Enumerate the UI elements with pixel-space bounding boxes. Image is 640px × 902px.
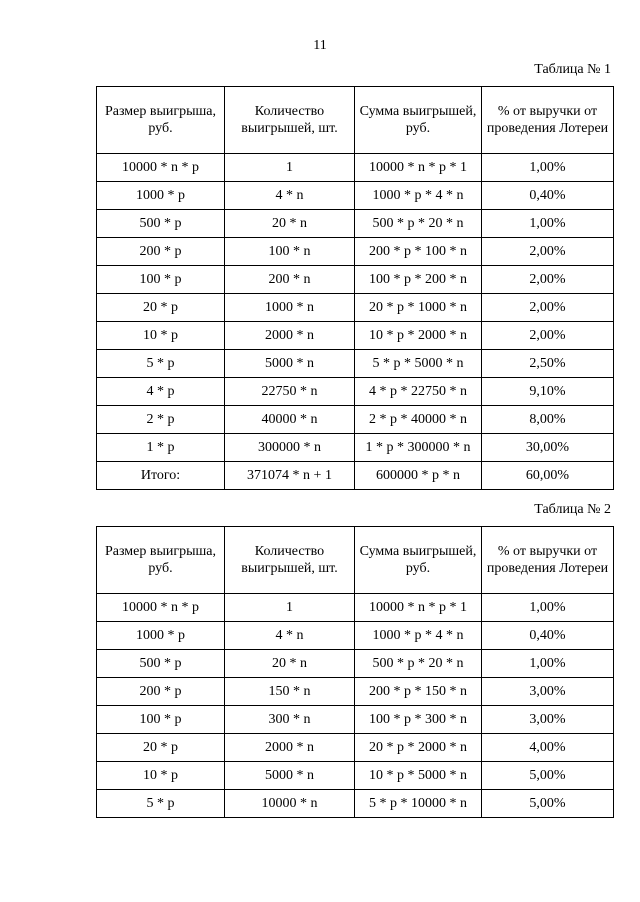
cell-revenue-percent: 5,00% bbox=[482, 790, 614, 818]
cell-prize-count: 40000 * n bbox=[225, 406, 355, 434]
cell-prize-count: 4 * n bbox=[225, 622, 355, 650]
cell-prize-size: 4 * p bbox=[97, 378, 225, 406]
cell-prize-sum: 2 * p * 40000 * n bbox=[355, 406, 482, 434]
cell-revenue-percent: 3,00% bbox=[482, 706, 614, 734]
cell-prize-size: 200 * p bbox=[97, 238, 225, 266]
cell-revenue-percent: 1,00% bbox=[482, 650, 614, 678]
cell-revenue-percent: 9,10% bbox=[482, 378, 614, 406]
table-1-body bbox=[97, 154, 614, 490]
cell-prize-count: 300 * n bbox=[225, 706, 355, 734]
cell-prize-count: 5000 * n bbox=[225, 350, 355, 378]
header-prize-size: Размер выигрыша, руб. bbox=[97, 527, 225, 594]
header-prize-sum: Сумма выигрышей, руб. bbox=[355, 87, 482, 154]
cell-revenue-percent: 2,00% bbox=[482, 322, 614, 350]
cell-prize-size: 10 * p bbox=[97, 322, 225, 350]
cell-prize-size: 1000 * p bbox=[97, 622, 225, 650]
cell-prize-count: 100 * n bbox=[225, 238, 355, 266]
cell-prize-size: 2 * p bbox=[97, 406, 225, 434]
cell-prize-count: 2000 * n bbox=[225, 734, 355, 762]
prize-table-1 bbox=[96, 86, 614, 490]
cell-prize-size: 5 * p bbox=[97, 790, 225, 818]
table-row bbox=[97, 266, 614, 294]
cell-prize-sum: 10 * p * 2000 * n bbox=[355, 322, 482, 350]
cell-revenue-percent: 30,00% bbox=[482, 434, 614, 462]
table-row bbox=[97, 378, 614, 406]
cell-prize-sum: 1000 * p * 4 * n bbox=[355, 622, 482, 650]
header-prize-count: Количество выигрышей, шт. bbox=[225, 87, 355, 154]
cell-prize-sum: 5 * p * 10000 * n bbox=[355, 790, 482, 818]
cell-prize-size: 20 * p bbox=[97, 294, 225, 322]
cell-prize-sum: 200 * p * 150 * n bbox=[355, 678, 482, 706]
cell-prize-count: 1 bbox=[225, 594, 355, 622]
cell-revenue-percent: 8,00% bbox=[482, 406, 614, 434]
prize-table-2 bbox=[96, 526, 614, 818]
cell-revenue-percent: 0,40% bbox=[482, 622, 614, 650]
table-2-body bbox=[97, 594, 614, 818]
cell-prize-count: 300000 * n bbox=[225, 434, 355, 462]
cell-prize-sum: 10000 * n * p * 1 bbox=[355, 154, 482, 182]
cell-prize-sum: 20 * p * 1000 * n bbox=[355, 294, 482, 322]
table-row bbox=[97, 238, 614, 266]
cell-prize-count: 20 * n bbox=[225, 650, 355, 678]
cell-prize-sum: 100 * p * 200 * n bbox=[355, 266, 482, 294]
cell-prize-sum: 200 * p * 100 * n bbox=[355, 238, 482, 266]
cell-prize-count: 150 * n bbox=[225, 678, 355, 706]
header-prize-sum: Сумма выигрышей, руб. bbox=[355, 527, 482, 594]
cell-revenue-percent: 2,00% bbox=[482, 294, 614, 322]
table-row bbox=[97, 678, 614, 706]
table-row bbox=[97, 434, 614, 462]
table-row bbox=[97, 790, 614, 818]
cell-prize-count: 371074 * n + 1 bbox=[225, 462, 355, 490]
cell-prize-count: 1 bbox=[225, 154, 355, 182]
cell-prize-sum: 5 * p * 5000 * n bbox=[355, 350, 482, 378]
cell-prize-sum: 1 * p * 300000 * n bbox=[355, 434, 482, 462]
cell-revenue-percent: 5,00% bbox=[482, 762, 614, 790]
cell-prize-size: 10000 * n * p bbox=[97, 594, 225, 622]
cell-prize-size: 10000 * n * p bbox=[97, 154, 225, 182]
table-row bbox=[97, 154, 614, 182]
table-row bbox=[97, 706, 614, 734]
cell-prize-sum: 1000 * p * 4 * n bbox=[355, 182, 482, 210]
cell-revenue-percent: 4,00% bbox=[482, 734, 614, 762]
cell-prize-sum: 20 * p * 2000 * n bbox=[355, 734, 482, 762]
cell-revenue-percent: 3,00% bbox=[482, 678, 614, 706]
cell-prize-size: 200 * p bbox=[97, 678, 225, 706]
table-row bbox=[97, 406, 614, 434]
cell-revenue-percent: 1,00% bbox=[482, 210, 614, 238]
cell-prize-count: 22750 * n bbox=[225, 378, 355, 406]
cell-prize-sum: 10000 * n * p * 1 bbox=[355, 594, 482, 622]
cell-revenue-percent: 2,00% bbox=[482, 266, 614, 294]
cell-prize-sum: 10 * p * 5000 * n bbox=[355, 762, 482, 790]
cell-revenue-percent: 2,50% bbox=[482, 350, 614, 378]
table-1-caption: Таблица № 1 bbox=[534, 62, 611, 77]
cell-prize-count: 2000 * n bbox=[225, 322, 355, 350]
cell-prize-count: 20 * n bbox=[225, 210, 355, 238]
cell-prize-size: 500 * p bbox=[97, 650, 225, 678]
cell-revenue-percent: 0,40% bbox=[482, 182, 614, 210]
cell-prize-size: 100 * p bbox=[97, 266, 225, 294]
cell-prize-count: 5000 * n bbox=[225, 762, 355, 790]
cell-prize-sum: 600000 * p * n bbox=[355, 462, 482, 490]
cell-revenue-percent: 1,00% bbox=[482, 154, 614, 182]
table-row bbox=[97, 622, 614, 650]
cell-revenue-percent: 1,00% bbox=[482, 594, 614, 622]
header-revenue-percent: % от выручки от проведения Лотереи bbox=[482, 527, 614, 594]
table-row bbox=[97, 294, 614, 322]
cell-prize-size: Итого: bbox=[97, 462, 225, 490]
table-2-caption: Таблица № 2 bbox=[534, 502, 611, 517]
cell-prize-sum: 100 * p * 300 * n bbox=[355, 706, 482, 734]
cell-prize-size: 1000 * p bbox=[97, 182, 225, 210]
table-row bbox=[97, 762, 614, 790]
cell-prize-size: 20 * p bbox=[97, 734, 225, 762]
cell-prize-count: 200 * n bbox=[225, 266, 355, 294]
table-row bbox=[97, 734, 614, 762]
header-row bbox=[97, 87, 614, 154]
cell-prize-count: 1000 * n bbox=[225, 294, 355, 322]
cell-prize-count: 10000 * n bbox=[225, 790, 355, 818]
table-row bbox=[97, 594, 614, 622]
cell-prize-sum: 500 * p * 20 * n bbox=[355, 650, 482, 678]
table-1-header bbox=[97, 87, 614, 154]
header-revenue-percent: % от выручки от проведения Лотереи bbox=[482, 87, 614, 154]
header-prize-count: Количество выигрышей, шт. bbox=[225, 527, 355, 594]
cell-prize-sum: 4 * p * 22750 * n bbox=[355, 378, 482, 406]
cell-revenue-percent: 60,00% bbox=[482, 462, 614, 490]
cell-prize-size: 100 * p bbox=[97, 706, 225, 734]
cell-prize-size: 1 * p bbox=[97, 434, 225, 462]
table-row bbox=[97, 182, 614, 210]
cell-revenue-percent: 2,00% bbox=[482, 238, 614, 266]
table-row bbox=[97, 210, 614, 238]
table-2-header bbox=[97, 527, 614, 594]
cell-prize-size: 10 * p bbox=[97, 762, 225, 790]
table-row bbox=[97, 650, 614, 678]
header-prize-size: Размер выигрыша, руб. bbox=[97, 87, 225, 154]
cell-prize-sum: 500 * p * 20 * n bbox=[355, 210, 482, 238]
cell-prize-size: 500 * p bbox=[97, 210, 225, 238]
table-row bbox=[97, 462, 614, 490]
header-row bbox=[97, 527, 614, 594]
table-row bbox=[97, 350, 614, 378]
cell-prize-count: 4 * n bbox=[225, 182, 355, 210]
page-number: 11 bbox=[313, 38, 327, 53]
cell-prize-size: 5 * p bbox=[97, 350, 225, 378]
table-row bbox=[97, 322, 614, 350]
